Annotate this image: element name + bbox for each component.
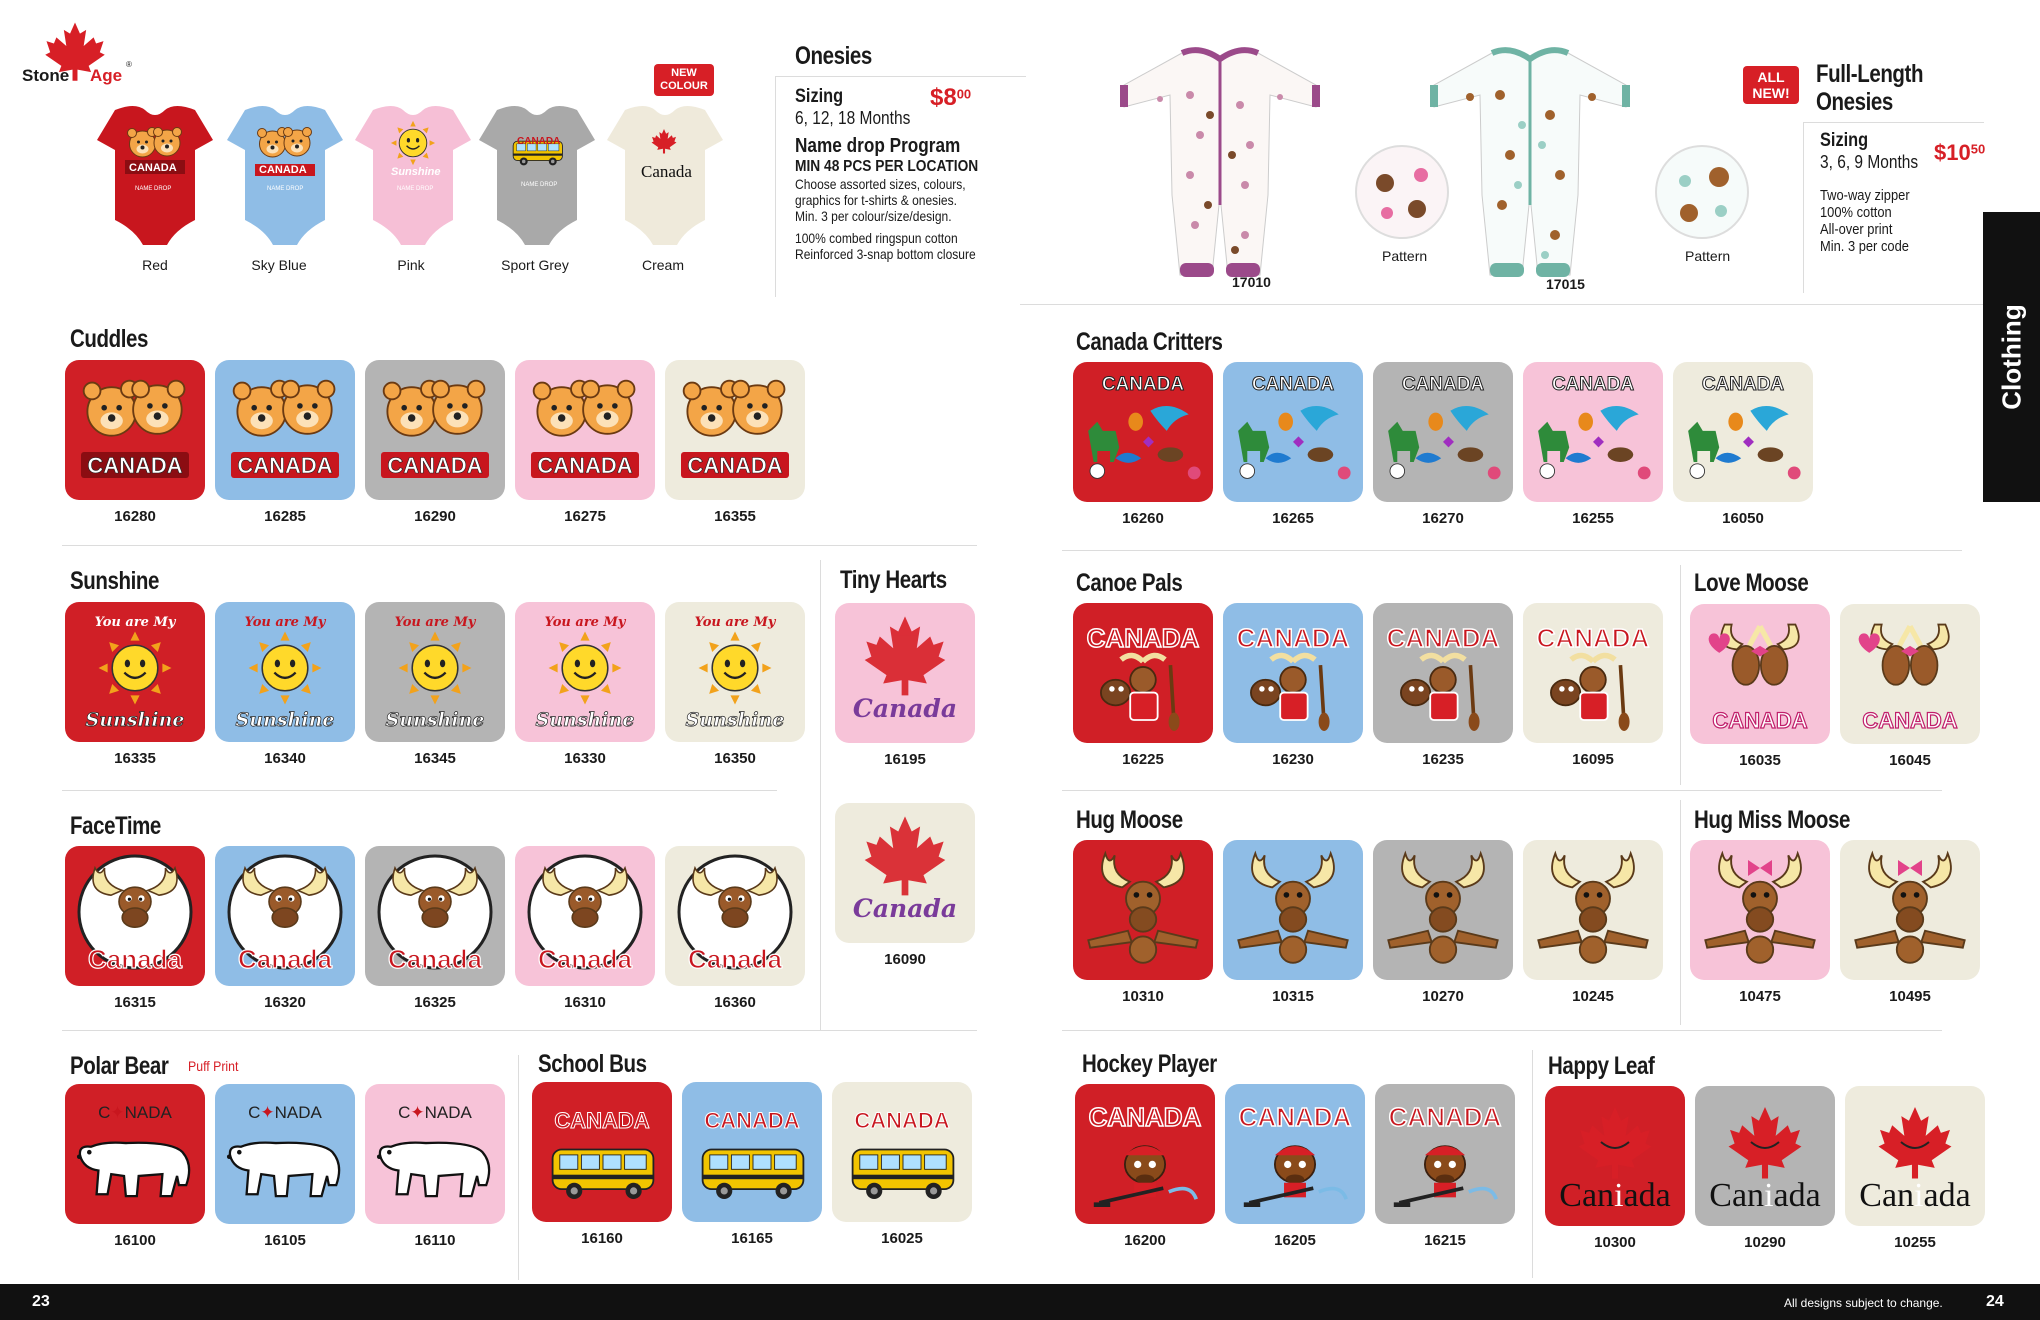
love-moose-design-tile — [1690, 604, 1830, 744]
critters-artwork — [1073, 362, 1213, 502]
feature: All-over print — [1820, 221, 1893, 238]
polar-bear-design-tile — [65, 1084, 205, 1224]
product-code: 10290 — [1744, 1234, 1786, 1251]
section-title-canada-critters: Canada Critters — [1076, 328, 1223, 356]
product-code: 16325 — [414, 994, 456, 1011]
hugmiss-artwork — [1690, 840, 1830, 980]
onesie-print: CANADA — [517, 136, 561, 147]
section-title-hug-moose: Hug Moose — [1076, 806, 1183, 834]
section-title-cuddles: Cuddles — [70, 325, 149, 353]
happy-leaf-design-tile — [1845, 1086, 1985, 1226]
onesie-color-label: Sky Blue — [251, 257, 307, 273]
canada-critters-design-tile — [1223, 362, 1363, 502]
cuddles-design-tile — [665, 360, 805, 500]
page-number-left: 23 — [32, 1293, 50, 1310]
hug-miss-moose-design-tile — [1840, 840, 1980, 980]
hugmoose-artwork — [1373, 840, 1513, 980]
svg-text:You are My: You are My — [94, 615, 176, 630]
product-code: 10270 — [1422, 988, 1464, 1005]
brand-logo — [22, 20, 132, 90]
cuddles-artwork — [65, 360, 205, 500]
pattern-label: Pattern — [1685, 248, 1731, 264]
sunshine-design-tile — [365, 602, 505, 742]
lovemoose-artwork — [1840, 604, 1980, 744]
pattern-swatch-17015 — [1655, 145, 1749, 239]
product-code: 16285 — [264, 508, 306, 525]
happy-leaf-design-tile — [1545, 1086, 1685, 1226]
svg-text:CANADA: CANADA — [1386, 623, 1500, 653]
svg-text:Caniada: Caniada — [1709, 1177, 1821, 1214]
bus-artwork — [832, 1082, 972, 1222]
product-code: 16345 — [414, 750, 456, 767]
full-length-code: 17015 — [1546, 276, 1585, 292]
onesie-color-label: Sport Grey — [501, 257, 569, 273]
happy-artwork — [1695, 1086, 1835, 1226]
product-code: 16275 — [564, 508, 606, 525]
svg-text:Sunshine: Sunshine — [235, 709, 335, 731]
svg-text:CANADA: CANADA — [1086, 623, 1200, 653]
svg-text:Sunshine: Sunshine — [535, 709, 635, 731]
canoe-pals-design-tile — [1523, 603, 1663, 743]
section-title-school-bus: School Bus — [538, 1050, 647, 1078]
facetime-artwork — [515, 846, 655, 986]
divider — [62, 790, 777, 791]
sizing-value: 6, 12, 18 Months — [795, 108, 911, 128]
name-drop-desc: Choose assorted sizes, colours, — [795, 176, 966, 192]
svg-text:Sunshine: Sunshine — [685, 709, 785, 731]
product-code: 16280 — [114, 508, 156, 525]
full-length-onesie-17010 — [1120, 45, 1320, 285]
hockey-player-design-tile — [1375, 1084, 1515, 1224]
sizing-value: 3, 6, 9 Months — [1820, 152, 1919, 172]
product-code: 10315 — [1272, 988, 1314, 1005]
sunshine-artwork — [665, 602, 805, 742]
product-code: 16350 — [714, 750, 756, 767]
feature: Two-way zipper — [1820, 187, 1910, 204]
onesie-print: CANADA — [259, 164, 307, 176]
onesie-sky-blue — [225, 100, 345, 245]
critters-artwork — [1223, 362, 1363, 502]
hugmoose-artwork — [1073, 840, 1213, 980]
svg-text:CANADA: CANADA — [1088, 1102, 1202, 1132]
svg-text:CANADA: CANADA — [1536, 623, 1650, 653]
brand-reg: ® — [126, 60, 132, 69]
product-code: 16215 — [1424, 1232, 1466, 1249]
section-title-happy-leaf: Happy Leaf — [1548, 1052, 1655, 1080]
section-title-sunshine: Sunshine — [70, 567, 159, 595]
svg-text:Caniada: Caniada — [1859, 1177, 1971, 1214]
facetime-artwork — [215, 846, 355, 986]
onesie-print-name: NAME DROP — [521, 182, 558, 188]
svg-text:CANADA: CANADA — [1551, 374, 1635, 395]
product-code: 16105 — [264, 1232, 306, 1249]
canada-critters-design-tile — [1673, 362, 1813, 502]
svg-text:You are My: You are My — [394, 615, 476, 630]
section-title-hockey-player: Hockey Player — [1082, 1050, 1217, 1078]
svg-text:CANADA: CANADA — [1862, 708, 1958, 733]
name-drop-desc: graphics for t-shirts & onesies. — [795, 192, 957, 208]
onesie-print-name: NAME DROP — [267, 186, 304, 192]
product-code: 16335 — [114, 750, 156, 767]
product-code: 16050 — [1722, 510, 1764, 527]
canoe-artwork — [1373, 603, 1513, 743]
canoe-pals-design-tile — [1373, 603, 1513, 743]
svg-text:CANADA: CANADA — [854, 1108, 950, 1133]
onesie-sport-grey — [477, 100, 597, 245]
sizing-label: Sizing — [1820, 130, 1869, 151]
svg-text:You are My: You are My — [244, 615, 326, 630]
polar-bear-design-tile — [365, 1084, 505, 1224]
hug-moose-design-tile — [1073, 840, 1213, 980]
product-code: 16095 — [1572, 751, 1614, 768]
onesie-pink — [353, 100, 473, 245]
sunshine-design-tile — [665, 602, 805, 742]
hug-moose-design-tile — [1223, 840, 1363, 980]
sunshine-design-tile — [65, 602, 205, 742]
product-code: 16200 — [1124, 1232, 1166, 1249]
sunshine-design-tile — [215, 602, 355, 742]
section-tab-label: Clothing — [1996, 304, 2026, 410]
product-code: 16165 — [731, 1230, 773, 1247]
onesie-row — [95, 100, 745, 273]
hug-miss-moose-design-tile — [1690, 840, 1830, 980]
svg-text:CANADA: CANADA — [1238, 1102, 1352, 1132]
facetime-artwork — [665, 846, 805, 986]
hugmiss-artwork — [1840, 840, 1980, 980]
polar-artwork — [65, 1084, 205, 1224]
product-code: 16235 — [1422, 751, 1464, 768]
critters-artwork — [1373, 362, 1513, 502]
svg-text:Sunshine: Sunshine — [85, 709, 185, 731]
onesie-print-name: NAME DROP — [135, 186, 172, 192]
section-tab — [1983, 212, 2040, 502]
tiny-hearts-design-tile — [835, 603, 975, 743]
section-subtitle-puff-print: Puff Print — [188, 1058, 239, 1074]
facetime-design-tile — [515, 846, 655, 986]
product-code: 16160 — [581, 1230, 623, 1247]
sunshine-artwork — [65, 602, 205, 742]
section-title-tiny-hearts: Tiny Hearts — [840, 566, 947, 594]
feature: Min. 3 per code — [1820, 238, 1909, 255]
hearts-artwork — [835, 803, 975, 943]
svg-text:Canada: Canada — [388, 944, 482, 974]
name-drop-desc: Min. 3 per colour/size/design. — [795, 208, 952, 224]
full-length-price — [1934, 140, 1985, 166]
svg-text:Canada: Canada — [688, 944, 782, 974]
product-code: 16205 — [1274, 1232, 1316, 1249]
name-drop-title: Name drop Program — [795, 135, 961, 157]
polar-artwork — [365, 1084, 505, 1224]
school-bus-design-tile — [682, 1082, 822, 1222]
svg-text:CANADA: CANADA — [237, 453, 333, 478]
sunshine-design-tile — [515, 602, 655, 742]
happy-artwork — [1545, 1086, 1685, 1226]
section-title-canoe-pals: Canoe Pals — [1076, 569, 1183, 597]
product-code: 16230 — [1272, 751, 1314, 768]
hockey-artwork — [1225, 1084, 1365, 1224]
feature: 100% cotton — [1820, 204, 1892, 221]
facetime-design-tile — [215, 846, 355, 986]
svg-text:CANADA: CANADA — [1388, 1102, 1502, 1132]
product-code: 16255 — [1572, 510, 1614, 527]
divider — [1680, 800, 1681, 1025]
canoe-artwork — [1223, 603, 1363, 743]
canoe-pals-design-tile — [1073, 603, 1213, 743]
facetime-design-tile — [665, 846, 805, 986]
svg-text:CANADA: CANADA — [1701, 374, 1785, 395]
onesies-price — [930, 84, 971, 112]
happy-leaf-design-tile — [1695, 1086, 1835, 1226]
svg-text:Caniada: Caniada — [1559, 1177, 1671, 1214]
onesies-title: Onesies — [795, 42, 872, 70]
cuddles-design-tile — [515, 360, 655, 500]
full-length-title-2: Onesies — [1816, 88, 1893, 116]
polar-bear-design-tile — [215, 1084, 355, 1224]
brand-name-right: Age — [90, 66, 123, 85]
hockey-player-design-tile — [1075, 1084, 1215, 1224]
svg-text:CANADA: CANADA — [1251, 374, 1335, 395]
product-code: 16320 — [264, 994, 306, 1011]
svg-text:CANADA: CANADA — [1401, 374, 1485, 395]
section-title-hug-miss-moose: Hug Miss Moose — [1694, 806, 1851, 834]
section-title-facetime: FaceTime — [70, 812, 161, 840]
product-code: 16195 — [884, 751, 926, 768]
facetime-artwork — [65, 846, 205, 986]
polar-artwork — [215, 1084, 355, 1224]
pattern-label: Pattern — [1382, 248, 1428, 264]
product-code: 16100 — [114, 1232, 156, 1249]
svg-text:CANADA: CANADA — [387, 453, 483, 478]
divider — [518, 1055, 519, 1280]
full-length-onesie-17015 — [1430, 45, 1630, 285]
product-code: 16265 — [1272, 510, 1314, 527]
product-code: 10495 — [1889, 988, 1931, 1005]
svg-text:Canada: Canada — [238, 944, 332, 974]
onesie-color-label: Pink — [397, 257, 425, 273]
cuddles-artwork — [215, 360, 355, 500]
svg-text:Canada: Canada — [88, 944, 182, 974]
product-code: 16355 — [714, 508, 756, 525]
onesie-print: Sunshine — [391, 166, 441, 178]
svg-text:C✦NADA: C✦NADA — [248, 1103, 322, 1122]
onesies-info — [795, 86, 984, 262]
love-moose-design-tile — [1840, 604, 1980, 744]
section-title-polar-bear: Polar Bear — [70, 1052, 169, 1080]
hockey-artwork — [1075, 1084, 1215, 1224]
svg-text:CANADA: CANADA — [554, 1108, 650, 1133]
divider — [62, 1030, 977, 1031]
hockey-artwork — [1375, 1084, 1515, 1224]
canada-critters-design-tile — [1373, 362, 1513, 502]
svg-text:CANADA: CANADA — [537, 453, 633, 478]
footer-note: All designs subject to change. — [1784, 1296, 1943, 1310]
bus-artwork — [532, 1082, 672, 1222]
product-code: 16315 — [114, 994, 156, 1011]
critters-artwork — [1523, 362, 1663, 502]
svg-text:C✦NADA: C✦NADA — [398, 1103, 472, 1122]
brand-name-left: Stone — [22, 66, 70, 85]
page-number-right: 24 — [1986, 1293, 2004, 1310]
cuddles-artwork — [365, 360, 505, 500]
product-code: 16025 — [881, 1230, 923, 1247]
onesie-cream — [605, 100, 725, 245]
product-code: 10300 — [1594, 1234, 1636, 1251]
happy-artwork — [1845, 1086, 1985, 1226]
product-code: 16260 — [1122, 510, 1164, 527]
product-code: 16310 — [564, 994, 606, 1011]
divider — [1062, 550, 1962, 551]
onesie-color-label: Cream — [641, 257, 684, 273]
bus-artwork — [682, 1082, 822, 1222]
sunshine-artwork — [515, 602, 655, 742]
school-bus-design-tile — [832, 1082, 972, 1222]
hockey-player-design-tile — [1225, 1084, 1365, 1224]
price-dollar: $8 — [930, 84, 957, 111]
svg-text:CANADA: CANADA — [704, 1108, 800, 1133]
product-code: 10255 — [1894, 1234, 1936, 1251]
divider — [62, 545, 977, 546]
product-code: 16035 — [1739, 752, 1781, 769]
divider — [1020, 304, 1985, 305]
product-code: 16090 — [884, 951, 926, 968]
section-title-love-moose: Love Moose — [1694, 569, 1809, 597]
footer-bar — [0, 1284, 2040, 1320]
sunshine-artwork — [365, 602, 505, 742]
cuddles-design-tile — [365, 360, 505, 500]
divider — [1680, 565, 1681, 785]
onesie-spec: 100% combed ringspun cotton — [795, 230, 958, 246]
svg-text:Canada: Canada — [538, 944, 632, 974]
facetime-design-tile — [65, 846, 205, 986]
divider — [1532, 1050, 1533, 1278]
svg-text:CANADA: CANADA — [687, 453, 783, 478]
canoe-artwork — [1073, 603, 1213, 743]
divider — [820, 560, 821, 1030]
svg-text:Canada: Canada — [852, 894, 958, 923]
onesie-print-name: NAME DROP — [397, 186, 434, 192]
hug-moose-design-tile — [1373, 840, 1513, 980]
svg-text:You are My: You are My — [544, 615, 626, 630]
product-code: 16330 — [564, 750, 606, 767]
svg-text:You are My: You are My — [694, 615, 776, 630]
svg-text:CANADA: CANADA — [1236, 623, 1350, 653]
onesie-color-label: Red — [142, 257, 168, 273]
name-drop-min: MIN 48 PCS PER LOCATION — [795, 158, 979, 175]
onesie-print: Canada — [641, 162, 692, 181]
hearts-artwork — [835, 603, 975, 743]
cuddles-design-tile — [65, 360, 205, 500]
price-dollar: $10 — [1934, 140, 1971, 165]
hugmoose-artwork — [1523, 840, 1663, 980]
divider — [1062, 1030, 1942, 1031]
cuddles-design-tile — [215, 360, 355, 500]
lovemoose-artwork — [1690, 604, 1830, 744]
tiny-hearts-design-tile — [835, 803, 975, 943]
new-colour-badge: NEW COLOUR — [654, 64, 714, 96]
cuddles-artwork — [665, 360, 805, 500]
facetime-artwork — [365, 846, 505, 986]
price-cents: 00 — [956, 86, 972, 102]
sunshine-artwork — [215, 602, 355, 742]
hugmoose-artwork — [1223, 840, 1363, 980]
svg-text:CANADA: CANADA — [1101, 374, 1185, 395]
product-code: 16110 — [414, 1232, 456, 1249]
svg-text:Canada: Canada — [852, 694, 958, 723]
product-code: 16340 — [264, 750, 306, 767]
onesie-spec: Reinforced 3-snap bottom closure — [795, 246, 976, 262]
svg-text:CANADA: CANADA — [87, 453, 183, 478]
canoe-artwork — [1523, 603, 1663, 743]
divider — [1062, 790, 1942, 791]
all-new-badge: ALL NEW! — [1743, 66, 1799, 104]
canada-critters-design-tile — [1523, 362, 1663, 502]
hug-moose-design-tile — [1523, 840, 1663, 980]
full-length-title: Full-Length — [1816, 60, 1924, 88]
facetime-design-tile — [365, 846, 505, 986]
svg-text:Sunshine: Sunshine — [385, 709, 485, 731]
product-code: 16360 — [714, 994, 756, 1011]
full-length-code: 17010 — [1232, 274, 1271, 290]
school-bus-design-tile — [532, 1082, 672, 1222]
onesie-red — [95, 100, 215, 245]
product-code: 16290 — [414, 508, 456, 525]
product-code: 16270 — [1422, 510, 1464, 527]
sizing-label: Sizing — [795, 86, 844, 107]
cuddles-artwork — [515, 360, 655, 500]
product-code: 10475 — [1739, 988, 1781, 1005]
svg-text:CANADA: CANADA — [1712, 708, 1808, 733]
price-cents: 50 — [1970, 141, 1986, 157]
canada-critters-design-tile — [1073, 362, 1213, 502]
product-code: 10245 — [1572, 988, 1614, 1005]
product-code: 16225 — [1122, 751, 1164, 768]
critters-artwork — [1673, 362, 1813, 502]
product-code: 10310 — [1122, 988, 1164, 1005]
onesie-print: CANADA — [129, 162, 177, 174]
canoe-pals-design-tile — [1223, 603, 1363, 743]
product-code: 16045 — [1889, 752, 1931, 769]
svg-text:C✦NADA: C✦NADA — [98, 1103, 172, 1122]
